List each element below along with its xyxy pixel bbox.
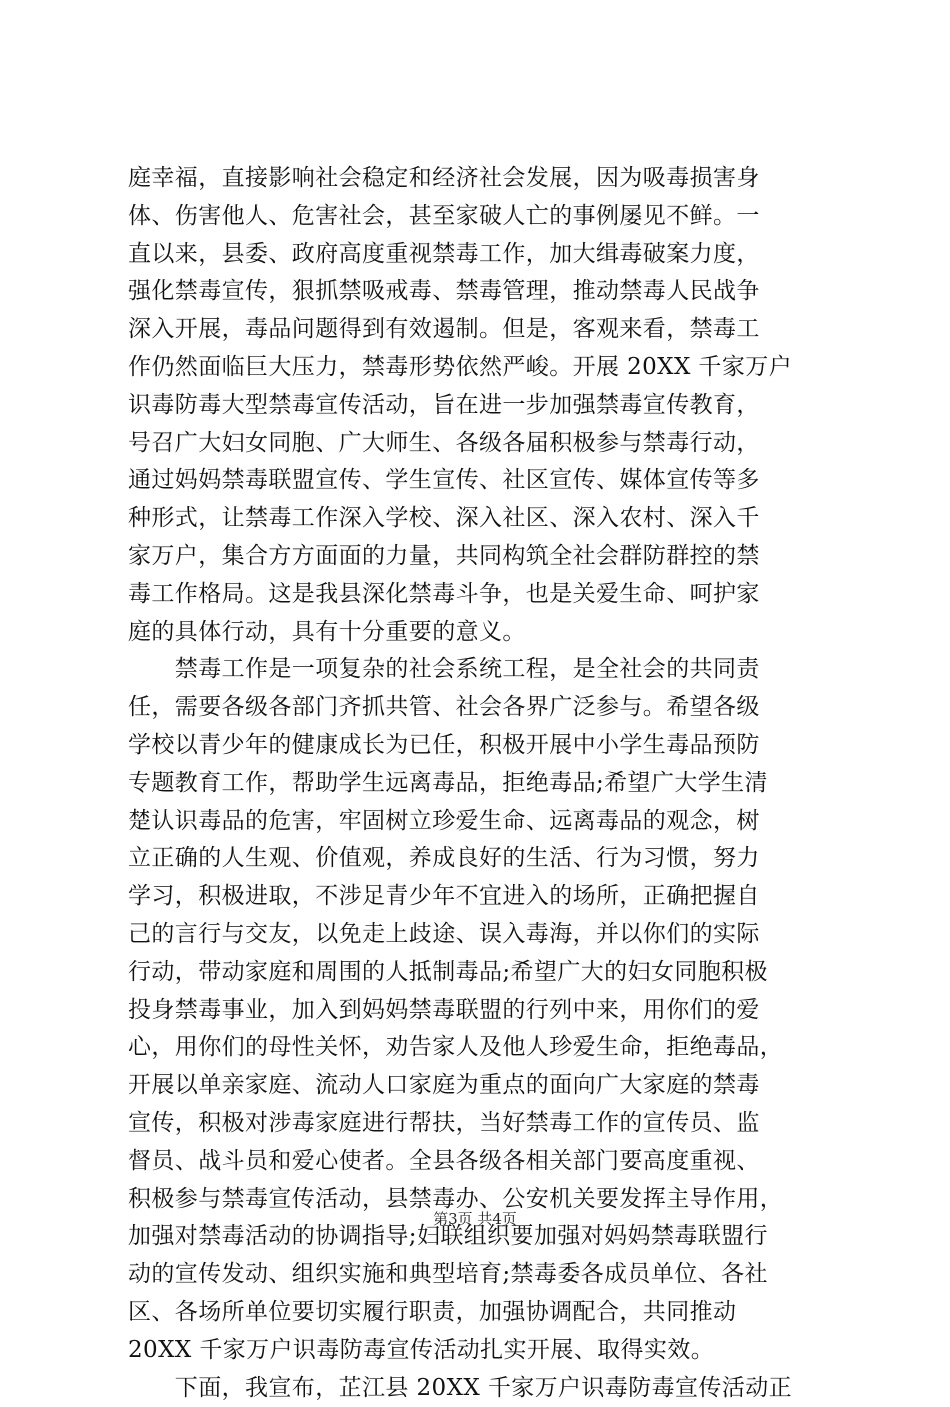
text-line: 心，用你们的母性关怀，劝告家人及他人珍爱生命，拒绝毒品，	[128, 1029, 840, 1067]
text-line: 通过妈妈禁毒联盟宣传、学生宣传、社区宣传、媒体宣传等多	[128, 462, 840, 500]
text-line: 直以来，县委、政府高度重视禁毒工作，加大缉毒破案力度，	[128, 236, 840, 274]
text-line: 学校以青少年的健康成长为已任，积极开展中小学生毒品预防	[128, 727, 840, 765]
text-line: 宣传，积极对涉毒家庭进行帮扶，当好禁毒工作的宣传员、监	[128, 1105, 840, 1143]
text-line: 督员、战斗员和爱心使者。全县各级各相关部门要高度重视、	[128, 1143, 840, 1181]
text-line: 投身禁毒事业，加入到妈妈禁毒联盟的行列中来，用你们的爱	[128, 992, 840, 1030]
text-line: 号召广大妇女同胞、广大师生、各级各届积极参与禁毒行动，	[128, 425, 840, 463]
text-line: 作仍然面临巨大压力，禁毒形势依然严峻。开展 20XX 千家万户	[128, 349, 840, 387]
text-line: 专题教育工作，帮助学生远离毒品，拒绝毒品;希望广大学生清	[128, 765, 840, 803]
text-line: 动的宣传发动、组织实施和典型培育;禁毒委各成员单位、各社	[128, 1256, 840, 1294]
text-line: 强化禁毒宣传，狠抓禁吸戒毒、禁毒管理，推动禁毒人民战争	[128, 273, 840, 311]
text-line: 区、各场所单位要切实履行职责，加强协调配合，共同推动	[128, 1294, 840, 1332]
text-line: 20XX 千家万户识毒防毒宣传活动扎实开展、取得实效。	[128, 1332, 840, 1370]
text-line: 家万户，集合方方面面的力量，共同构筑全社会群防群控的禁	[128, 538, 840, 576]
text-line: 任，需要各级各部门齐抓共管、社会各界广泛参与。希望各级	[128, 689, 840, 727]
text-line: 己的言行与交友，以免走上歧途、误入毒海，并以你们的实际	[128, 916, 840, 954]
text-line: 禁毒工作是一项复杂的社会系统工程，是全社会的共同责	[128, 651, 840, 689]
text-line: 开展以单亲家庭、流动人口家庭为重点的面向广大家庭的禁毒	[128, 1067, 840, 1105]
text-line: 庭幸福，直接影响社会稳定和经济社会发展，因为吸毒损害身	[128, 160, 840, 198]
text-line: 深入开展，毒品问题得到有效遏制。但是，客观来看，禁毒工	[128, 311, 840, 349]
text-line: 毒工作格局。这是我县深化禁毒斗争，也是关爱生命、呵护家	[128, 576, 840, 614]
text-line: 庭的具体行动，具有十分重要的意义。	[128, 614, 840, 652]
text-line: 积极参与禁毒宣传活动，县禁毒办、公安机关要发挥主导作用，	[128, 1181, 840, 1219]
text-line: 下面，我宣布，芷江县 20XX 千家万户识毒防毒宣传活动正	[128, 1370, 840, 1407]
text-line: 楚认识毒品的危害，牢固树立珍爱生命、远离毒品的观念，树	[128, 803, 840, 841]
text-line: 学习，积极进取，不涉足青少年不宜进入的场所，正确把握自	[128, 878, 840, 916]
text-line: 识毒防毒大型禁毒宣传活动，旨在进一步加强禁毒宣传教育，	[128, 387, 840, 425]
text-line: 加强对禁毒活动的协调指导;妇联组织要加强对妈妈禁毒联盟行	[128, 1218, 840, 1256]
text-line: 行动，带动家庭和周围的人抵制毒品;希望广大的妇女同胞积极	[128, 954, 840, 992]
text-line: 立正确的人生观、价值观，养成良好的生活、行为习惯，努力	[128, 840, 840, 878]
text-line: 体、伤害他人、危害社会，甚至家破人亡的事例屡见不鲜。一	[128, 198, 840, 236]
text-line: 种形式，让禁毒工作深入学校、深入社区、深入农村、深入千	[128, 500, 840, 538]
page-footer: 第3页 共4页	[0, 1209, 950, 1229]
